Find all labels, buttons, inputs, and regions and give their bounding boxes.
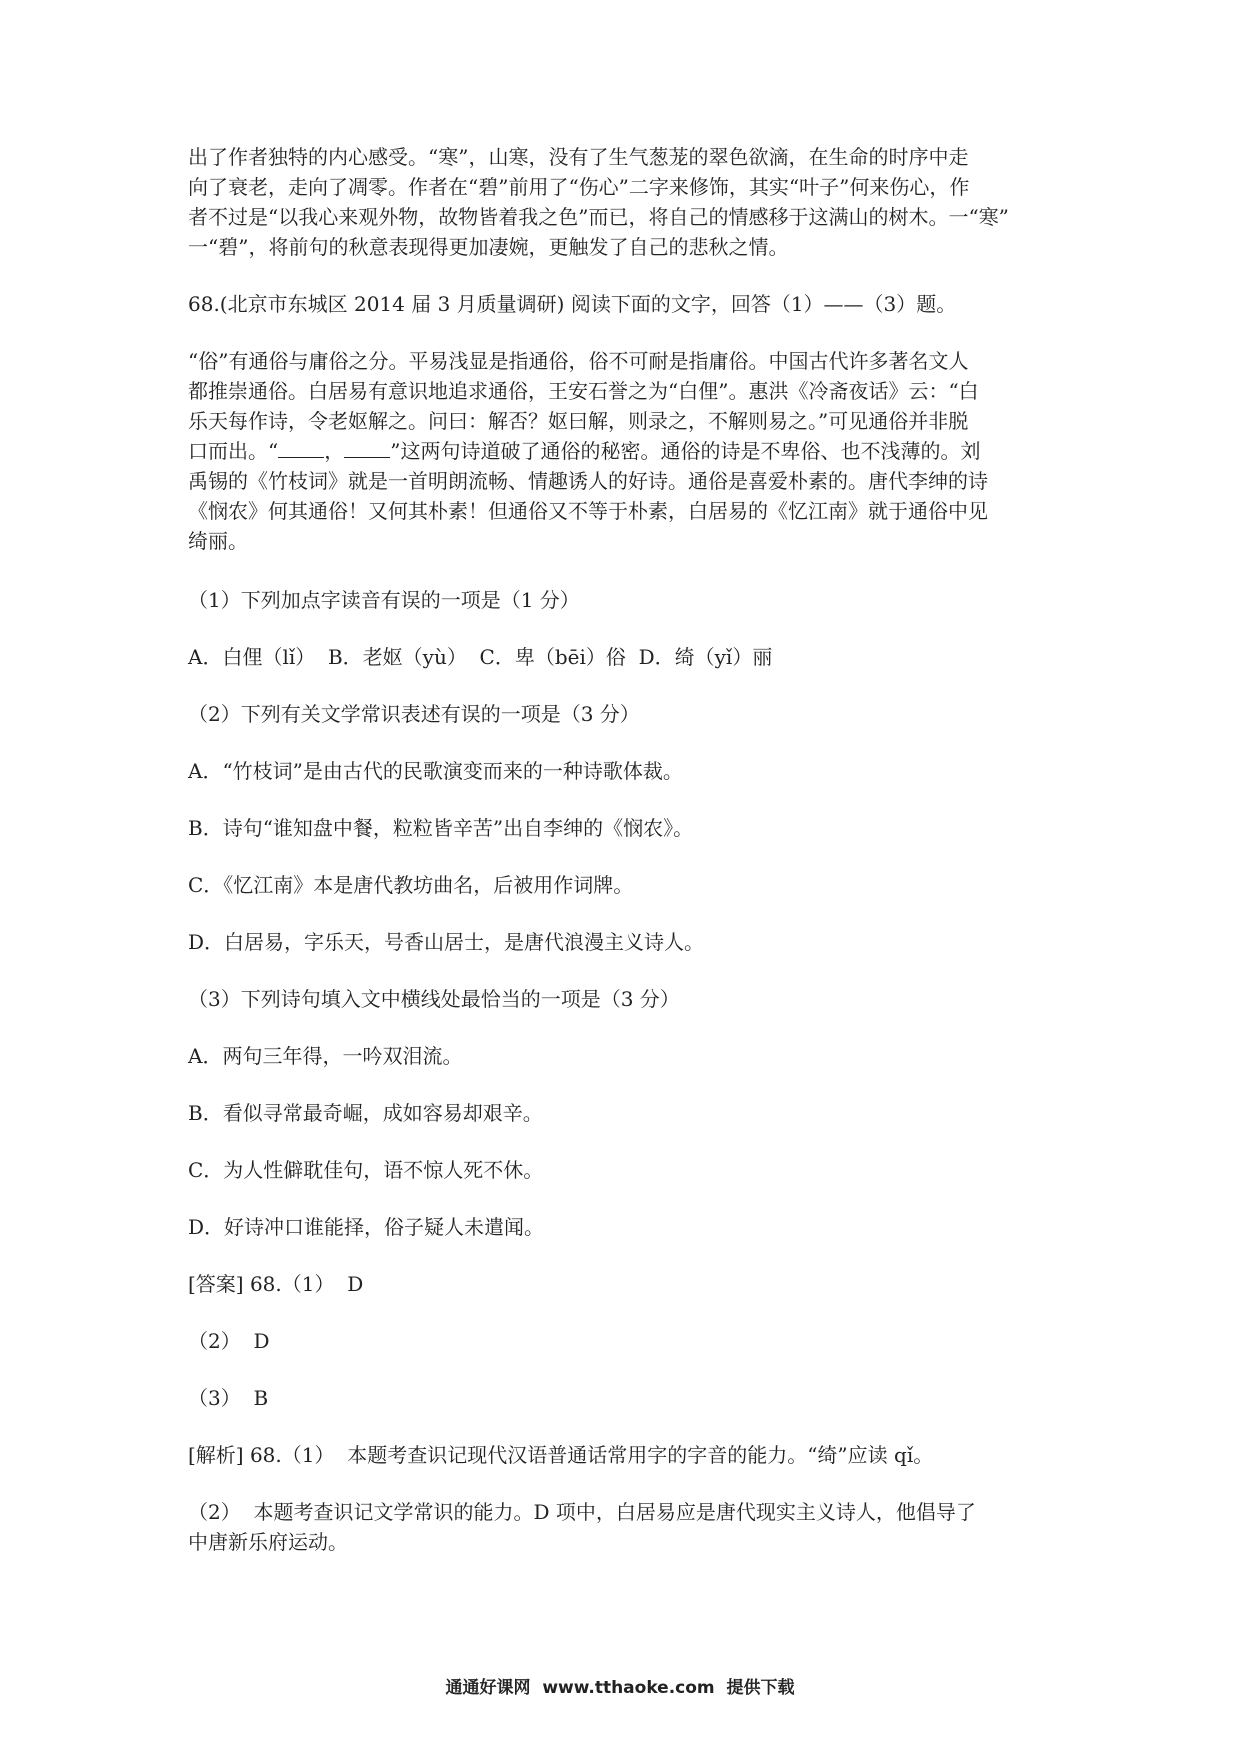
intro-line: 向了衰老，走向了凋零。作者在“碧”前用了“伤心”二字来修饰，其实“叶子”何来伤心，作 <box>188 175 970 199</box>
intro-line: 者不过是“以我心来观外物，故物皆着我之色”而已，将自己的情感移于这满山的树木。一“寒” <box>188 205 1009 229</box>
q3-stem: （3）下列诗句填入文中横线处最恰当的一项是（3 分） <box>188 987 680 1011</box>
analysis-line: （2） 本题考查识记文学常识的能力。D 项中，白居易应是唐代现实主义诗人，他倡导了 <box>188 1500 976 1524</box>
document-page <box>188 142 1068 1557</box>
intro-paragraph <box>188 142 1068 262</box>
answer-2: （2） D <box>188 1329 270 1353</box>
answer-1: [答案] 68.（1） D <box>188 1272 364 1296</box>
q2-option-a: A．“竹枝词”是由古代的民歌演变而来的一种诗歌体裁。 <box>188 759 683 783</box>
answer-3: （3） B <box>188 1386 269 1410</box>
passage-line: 乐天每作诗，令老妪解之。问曰：解否？妪曰解，则录之，不解则易之。”可见通俗并非脱 <box>188 409 969 433</box>
footer-download-note: 通通好课网 www.tthaoke.com 提供下载 <box>445 1678 795 1698</box>
analysis-1: [解析] 68.（1） 本题考查识记现代汉语普通话常用字的字音的能力。“绮”应读 qǐ。 <box>188 1443 934 1467</box>
passage-text: ， <box>324 439 345 463</box>
passage-text: 口而出。“ <box>188 439 279 463</box>
passage-line <box>188 436 1068 466</box>
q2-option-c: C．《忆江南》本是唐代教坊曲名，后被用作词牌。 <box>188 873 634 897</box>
passage-line: 禹锡的《竹枝词》就是一首明朗流畅、情趣诱人的好诗。通俗是喜爱朴素的。唐代李绅的诗 <box>188 469 988 493</box>
analysis-2 <box>188 1497 1068 1557</box>
q1-options: A．白俚（lǐ） B．老妪（yù） C．卑（bēi）俗 D．绮（yǐ）丽 <box>188 645 773 669</box>
q3-option-d: D．好诗冲口谁能择，俗子疑人未遣闻。 <box>188 1215 545 1239</box>
fill-blank-2 <box>344 441 390 458</box>
q3-option-c: C．为人性僻耽佳句，语不惊人死不休。 <box>188 1158 544 1182</box>
passage-paragraph <box>188 346 1068 556</box>
q1-stem: （1）下列加点字读音有误的一项是（1 分） <box>188 588 580 612</box>
passage-text: ”这两句诗道破了通俗的秘密。通俗的诗是不卑俗、也不浅薄的。刘 <box>390 439 981 463</box>
question-header: 68.(北京市东城区 2014 届 3 月质量调研) 阅读下面的文字，回答（1）——（3）题。 <box>188 292 957 316</box>
q2-option-b: B．诗句“谁知盘中餐，粒粒皆辛苦”出自李绅的《悯农》。 <box>188 816 694 840</box>
fill-blank-1 <box>278 441 324 458</box>
analysis-line: 中唐新乐府运动。 <box>188 1530 348 1554</box>
passage-line: 都推崇通俗。白居易有意识地追求通俗，王安石誉之为“白俚”。惠洪《冷斋夜话》云：“白 <box>188 379 979 403</box>
passage-line: “俗”有通俗与庸俗之分。平易浅显是指通俗，俗不可耐是指庸俗。中国古代许多著名文人 <box>188 349 969 373</box>
q2-option-d: D．白居易，字乐天，号香山居士，是唐代浪漫主义诗人。 <box>188 930 705 954</box>
q3-option-a: A．两句三年得，一吟双泪流。 <box>188 1044 463 1068</box>
intro-line: 一“碧”，将前句的秋意表现得更加凄婉，更触发了自己的悲秋之情。 <box>188 235 789 259</box>
q3-option-b: B．看似寻常最奇崛，成如容易却艰辛。 <box>188 1101 543 1125</box>
passage-line: 《悯农》何其通俗！又何其朴素！但通俗又不等于朴素，白居易的《忆江南》就于通俗中见 <box>188 499 988 523</box>
passage-line: 绮丽。 <box>188 529 248 553</box>
q2-stem: （2）下列有关文学常识表述有误的一项是（3 分） <box>188 702 640 726</box>
intro-line: 出了作者独特的内心感受。“寒”，山寒，没有了生气葱茏的翠色欲滴，在生命的时序中走 <box>188 145 969 169</box>
